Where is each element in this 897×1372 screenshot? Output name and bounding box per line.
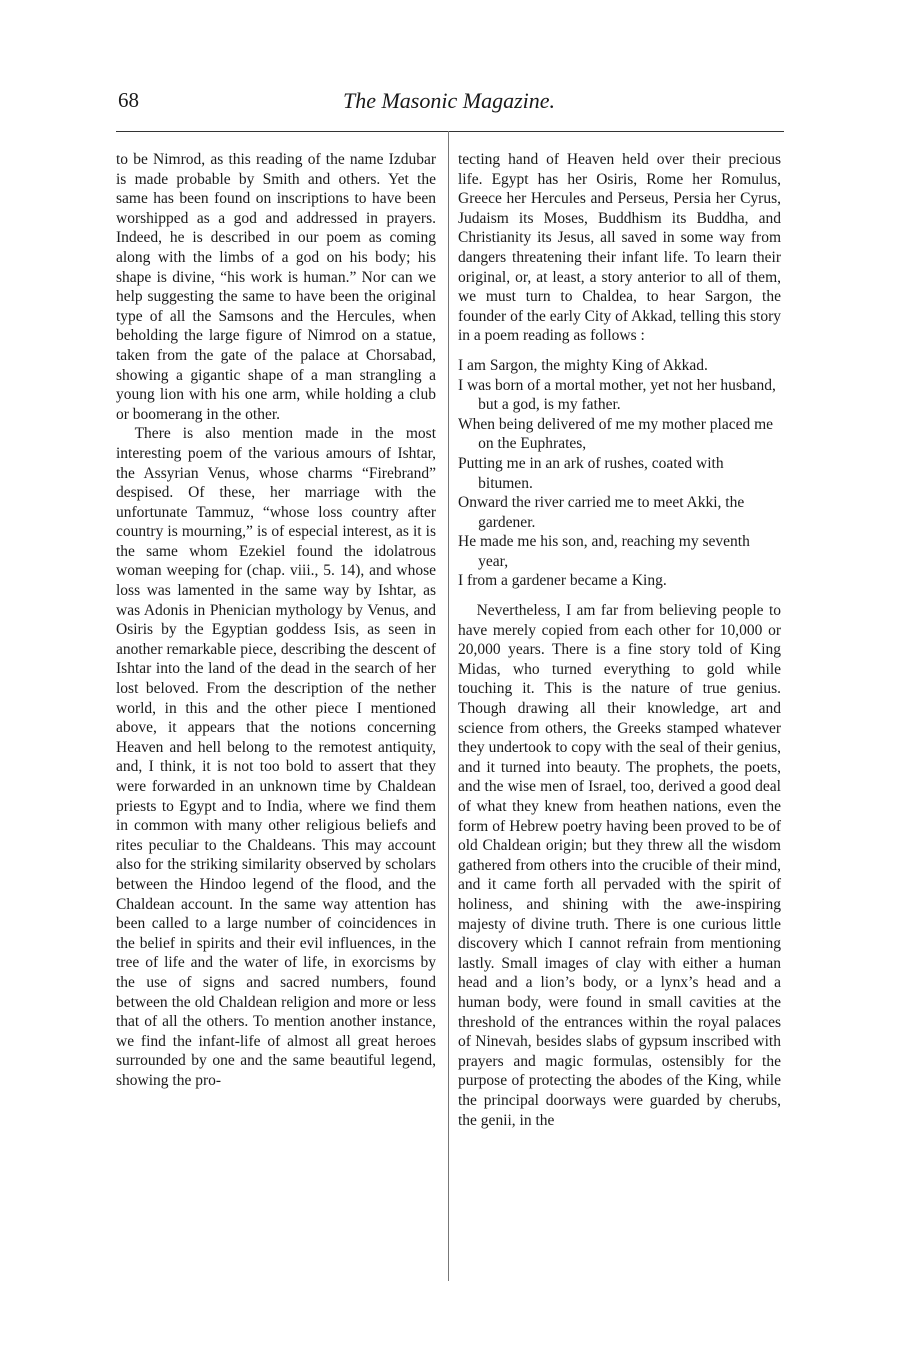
running-title: The Masonic Magazine. — [342, 88, 556, 113]
column-divider — [448, 131, 449, 1281]
paragraph: to be Nimrod, as this reading of the name Izdubar is made probable by Smith and others. Yet the same has been found on inscriptions to have been worshipped as a god and addressed in prayers. Indeed, he is described in our poem as coming along with the limbs of a god on his body; his shape is divine, “his work is human.” Nor can we help suggesting the same to have been the original type of all the Samsons and the Hercules, when beholding the large figure of Nimrod on a statue, taken from the gate of the palace at Chorsabad, showing a gigantic shape of a man strangling a young lion with his one arm, while holding a club or boomerang in the other. — [116, 151, 436, 423]
poem-line: When being delivered of me my mother placed me on the Euphrates, — [458, 415, 774, 453]
poem-line: Putting me in an ark of rushes, coated with bitumen. — [458, 454, 724, 492]
header-rule — [116, 131, 784, 132]
page-number: 68 — [118, 88, 139, 112]
paragraph: Nevertheless, I am far from believing people to have merely copied from each other for 10,000 or 20,000 years. There is a fine story told of King Midas, who turned everything to gold while touching it. This is the nature of true genius. Though drawing all their knowledge, art and science from others, the Greeks stamped whatever they undertook to copy with the seal of their genius, and it turned into beauty. The prophets, the poets, and the wise men of Israel, too, derived a good deal of what they knew from heathen nations, even the form of Hebrew poetry having been proved to be of old Chaldean origin; but they threw all the wisdom gathered from others into the crucible of their mind, and it came forth all pervaded with the spirit of holiness, and shining with the awe-inspiring majesty of divine truth. There is one curious little discovery which I cannot refrain from mentioning lastly. Small images of clay with either a human head and a lion’s body, or a lynx’s head and a human body, were found in small cavities at the threshold of the entrances within the royal palaces of Ninevah, besides slabs of gypsum inscribed with prayers and magic formulas, ostensibly for the purpose of protecting the abodes of the King, while the principal doorways were guarded by cherubs, the genii, in the — [458, 602, 781, 1129]
sargon-poem — [458, 356, 781, 591]
paragraph: tecting hand of Heaven held over their precious life. Egypt has her Osiris, Rome her Romulus, Greece her Hercules and Perseus, Persia her Cyrus, Judaism its Moses, Buddhism its Buddha, and Christianity its Jesus, all saved in some way from dangers threatening their infant life. To learn their original, or, at least, a story anterior to all of them, we must turn to Chaldea, to hear Sargon, the founder of the early City of Akkad, telling this story in a poem reading as follows : — [458, 151, 781, 345]
paragraph: There is also mention made in the most interesting poem of the various amours of Ishtar, the Assyrian Venus, whose charms “Firebrand” despised. Of these, her marriage with the unfortunate Tammuz, “whose loss country after country is mourning,” is of especial interest, as it is the same whom Ezekiel found the idolatrous woman weeping for (chap. viii., 5. 14), and whose loss was lamented in the same way by Ishtar, as was Adonis in Phenician mythology by Venus, and Osiris by the Egyptian goddess Isis, as seen in another remarkable piece, describing the descent of Ishtar into the land of the dead in the search of her lost beloved. From the description of the nether world, in this and the other piece I mentioned above, it appears that the notions concerning Heaven and hell belong to the remotest antiquity, and, I think, it is not too bold to assert that they were forwarded in an unknown time by Chaldean priests to Egypt and to India, where we find them in common with many other religious beliefs and rites peculiar to the Chaldeans. This may account also for the striking similarity observed by scholars between the Hindoo legend of the flood, and the Chaldean account. In the same way attention has been called to a large number of coincidences in the belief in spirits and their evil influences, in the tree of life and the water of life, in exorcisms by the use of signs and sacred numbers, found between the old Chaldean religion and more or less that of all the others. To mention another instance, we find the infant-life of almost all great heroes surrounded by one and the same beautiful legend, showing the pro- — [116, 425, 436, 1089]
poem-line: He made me his son, and, reaching my seventh year, — [458, 533, 750, 570]
right-column — [458, 150, 781, 1130]
poem-line: I am Sargon, the mighty King of Akkad. — [458, 356, 708, 374]
poem-line: I was born of a mortal mother, yet not her husband, but a god, is my father. — [458, 376, 776, 414]
poem-line: I from a gardener became a King. — [458, 572, 667, 590]
poem-line: Onward the river carried me to meet Akki, the gardener. — [458, 494, 745, 531]
left-column — [116, 150, 436, 1091]
page-header — [118, 88, 780, 118]
